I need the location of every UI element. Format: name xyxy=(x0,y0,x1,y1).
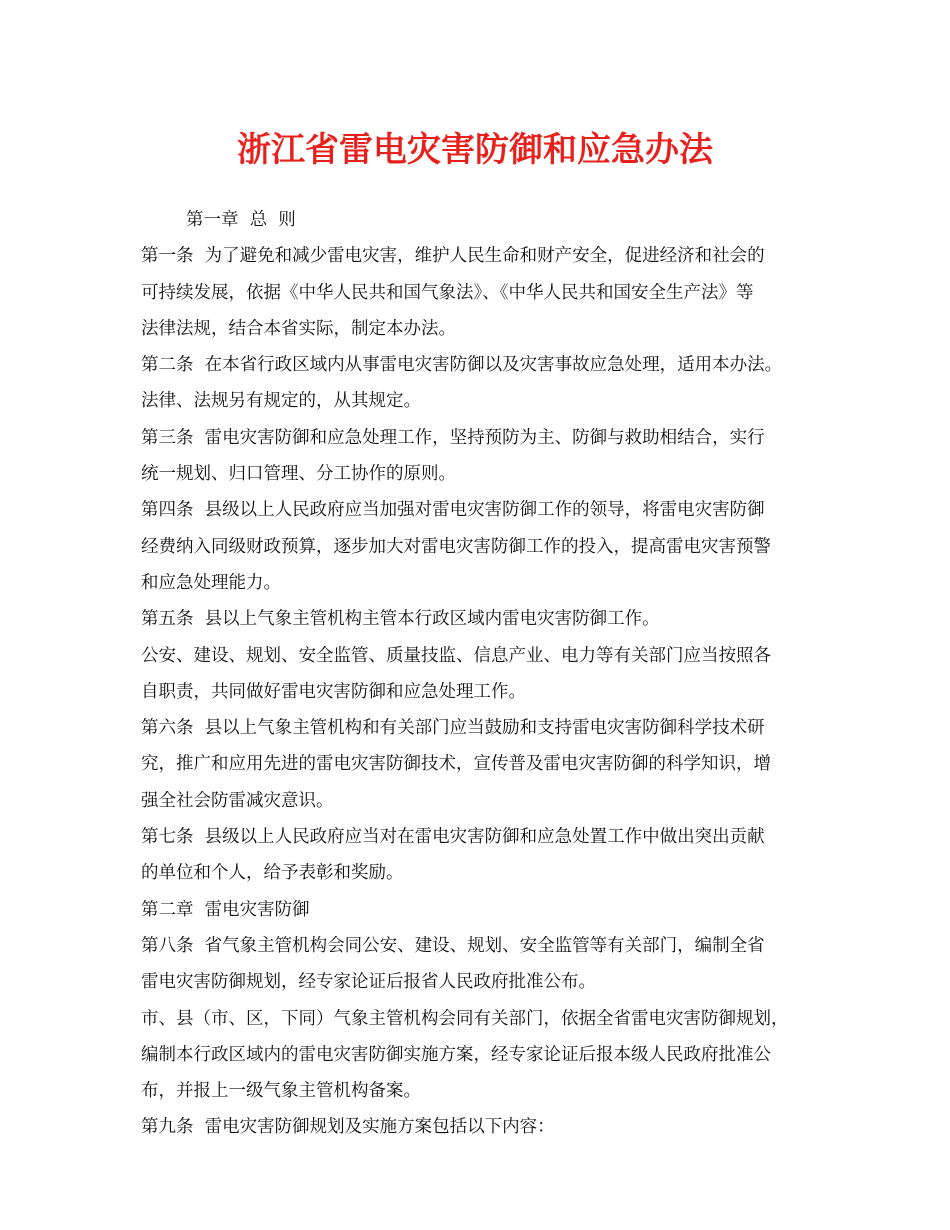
text-line: 第四条 县级以上人民政府应当加强对雷电灾害防御工作的领导，将雷电灾害防御 xyxy=(141,500,765,521)
text-line: 法律法规，结合本省实际，制定本办法。 xyxy=(141,318,456,339)
document-body xyxy=(141,202,821,1146)
text-line: 第五条 县以上气象主管机构主管本行政区域内雷电灾害防御工作。 xyxy=(141,609,660,630)
text-line: 第九条 雷电灾害防御规划及实施方案包括以下内容： xyxy=(141,1117,555,1138)
text-line: 强全社会防雷减灾意识。 xyxy=(141,790,334,811)
text-line: 经费纳入同级财政预算，逐步加大对雷电灾害防御工作的投入，提高雷电灾害预警 xyxy=(141,536,771,557)
text-line: 公安、建设、规划、安全监管、质量技监、信息产业、电力等有关部门应当按照各 xyxy=(141,645,771,666)
text-line: 第一条 为了避免和减少雷电灾害，维护人民生命和财产安全，促进经济和社会的 xyxy=(141,246,765,267)
text-line: 第三条 雷电灾害防御和应急处理工作，坚持预防为主、防御与救助相结合，实行 xyxy=(141,427,765,448)
text-line: 究，推广和应用先进的雷电灾害防御技术，宣传普及雷电灾害防御的科学知识，增 xyxy=(141,754,771,775)
text-line: 布，并报上一级气象主管机构备案。 xyxy=(141,1081,421,1102)
text-line: 第二条 在本省行政区域内从事雷电灾害防御以及灾害事故应急处理，适用本办法。 xyxy=(141,355,783,376)
text-line: 可持续发展，依据《中华人民共和国气象法》、《中华人民共和国安全生产法》等 xyxy=(141,282,754,303)
text-line: 第七条 县级以上人民政府应当对在雷电灾害防御和应急处置工作中做出突出贡献 xyxy=(141,827,765,848)
text-line: 第八条 省气象主管机构会同公安、建设、规划、安全监管等有关部门，编制全省 xyxy=(141,935,765,956)
text-line: 的单位和个人，给予表彰和奖励。 xyxy=(141,863,404,884)
text-line: 市、县（市、区，下同）气象主管机构会同有关部门，依据全省雷电灾害防御规划， xyxy=(141,1008,789,1029)
chapter-heading: 第二章 雷电灾害防御 xyxy=(141,899,310,920)
chapter-heading: 第一章 总 则 xyxy=(186,210,296,230)
text-line: 法律、法规另有规定的，从其规定。 xyxy=(141,391,421,412)
text-line: 编制本行政区域内的雷电灾害防御实施方案，经专家论证后报本级人民政府批准公 xyxy=(141,1044,771,1065)
text-line: 雷电灾害防御规划，经专家论证后报省人民政府批准公布。 xyxy=(141,972,596,993)
text-line: 统一规划、归口管理、分工协作的原则。 xyxy=(141,464,456,485)
text-line: 第六条 县以上气象主管机构和有关部门应当鼓励和支持雷电灾害防御科学技术研 xyxy=(141,718,765,739)
document-title: 浙江省雷电灾害防御和应急办法 xyxy=(237,130,713,170)
text-line: 和应急处理能力。 xyxy=(141,572,281,593)
text-line: 自职责，共同做好雷电灾害防御和应急处理工作。 xyxy=(141,681,526,702)
